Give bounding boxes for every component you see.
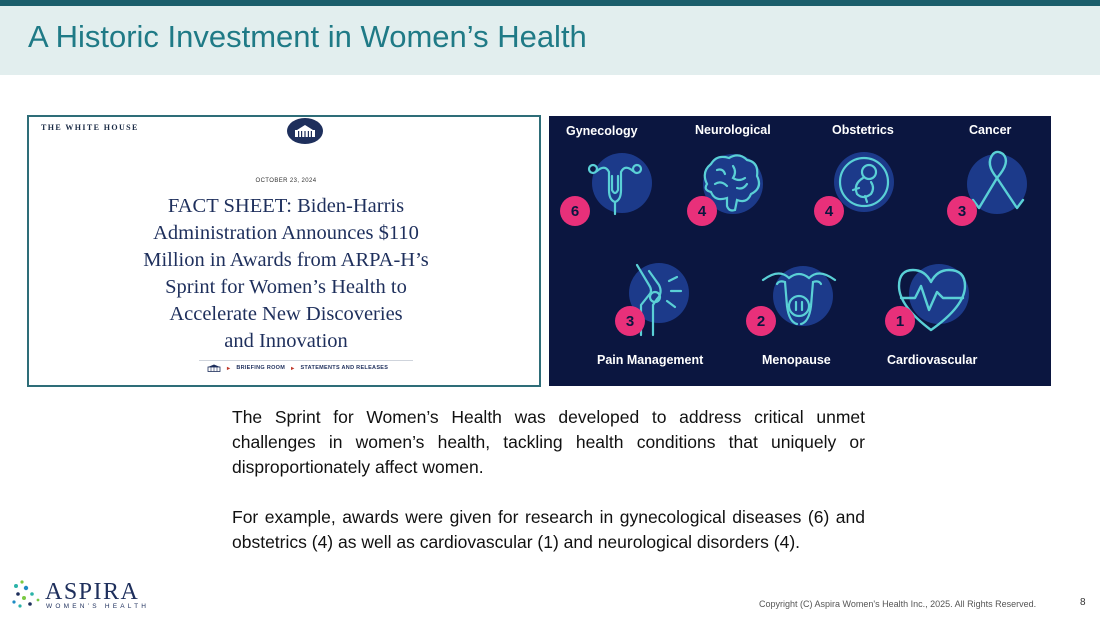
category-label-pain-management: Pain Management <box>597 353 704 367</box>
category-label-cardiovascular: Cardiovascular <box>887 353 978 367</box>
page-number: 8 <box>1080 597 1086 608</box>
count-badge-menopause: 2 <box>746 306 776 336</box>
aspira-logo-icon <box>10 578 44 612</box>
white-house-brand: THE WHITE HOUSE <box>41 123 139 132</box>
divider <box>199 360 413 361</box>
aspira-logo-subtitle: WOMEN’S HEALTH <box>46 603 150 610</box>
category-label-gynecology: Gynecology <box>566 124 638 138</box>
chevron-right-icon: ▸ <box>291 365 295 372</box>
count-badge-obstetrics: 4 <box>814 196 844 226</box>
headline-line: Sprint for Women’s Health to <box>165 276 407 298</box>
headline-line: Administration Announces $110 <box>153 222 419 244</box>
headline-line: and Innovation <box>224 330 348 352</box>
headline-line: Accelerate New Discoveries <box>169 303 403 325</box>
category-label-obstetrics: Obstetrics <box>832 123 894 137</box>
sprint-categories-panel <box>549 116 1051 386</box>
category-label-cancer: Cancer <box>969 123 1012 137</box>
count-badge-gynecology: 6 <box>560 196 590 226</box>
count-badge-cancer: 3 <box>947 196 977 226</box>
headline-line: FACT SHEET: Biden-Harris <box>167 195 405 217</box>
building-icon <box>207 364 221 372</box>
count-badge-cardiovascular: 1 <box>885 306 915 336</box>
count-badge-pain-management: 3 <box>615 306 645 336</box>
body-paragraph-2: For example, awards were given for research in gynecological diseases (6) and obstetrics (4) as well as cardiovascular (1) and neurological disorders (4). <box>232 507 865 552</box>
page-title: A Historic Investment in Women’s Health <box>28 19 587 54</box>
breadcrumb <box>207 364 388 372</box>
breadcrumb-statements[interactable]: STATEMENTS AND RELEASES <box>300 365 389 371</box>
aspira-logo-wordmark: ASPIRA <box>45 579 140 605</box>
copyright-notice: Copyright (C) Aspira Women's Health Inc., 2025. All Rights Reserved. <box>759 599 1037 609</box>
count-badge-neurological: 4 <box>687 196 717 226</box>
category-label-menopause: Menopause <box>762 353 831 367</box>
category-label-neurological: Neurological <box>695 123 771 137</box>
fact-sheet-headline <box>9 193 563 355</box>
chevron-right-icon: ▸ <box>227 365 231 372</box>
headline-line: Million in Awards from ARPA-H’s <box>143 249 429 271</box>
fact-sheet-date: OCTOBER 23, 2024 <box>255 178 317 184</box>
white-house-fact-sheet <box>27 115 541 387</box>
white-house-seal-icon <box>286 117 324 145</box>
body-paragraph-1: The Sprint for Women’s Health was developed to address critical unmet challenges in women’s health, tackling health conditions that uniquely or disproportionately affect women. <box>232 407 865 477</box>
breadcrumb-briefing-room[interactable]: BRIEFING ROOM <box>236 365 286 371</box>
uterus-icon <box>585 150 655 220</box>
